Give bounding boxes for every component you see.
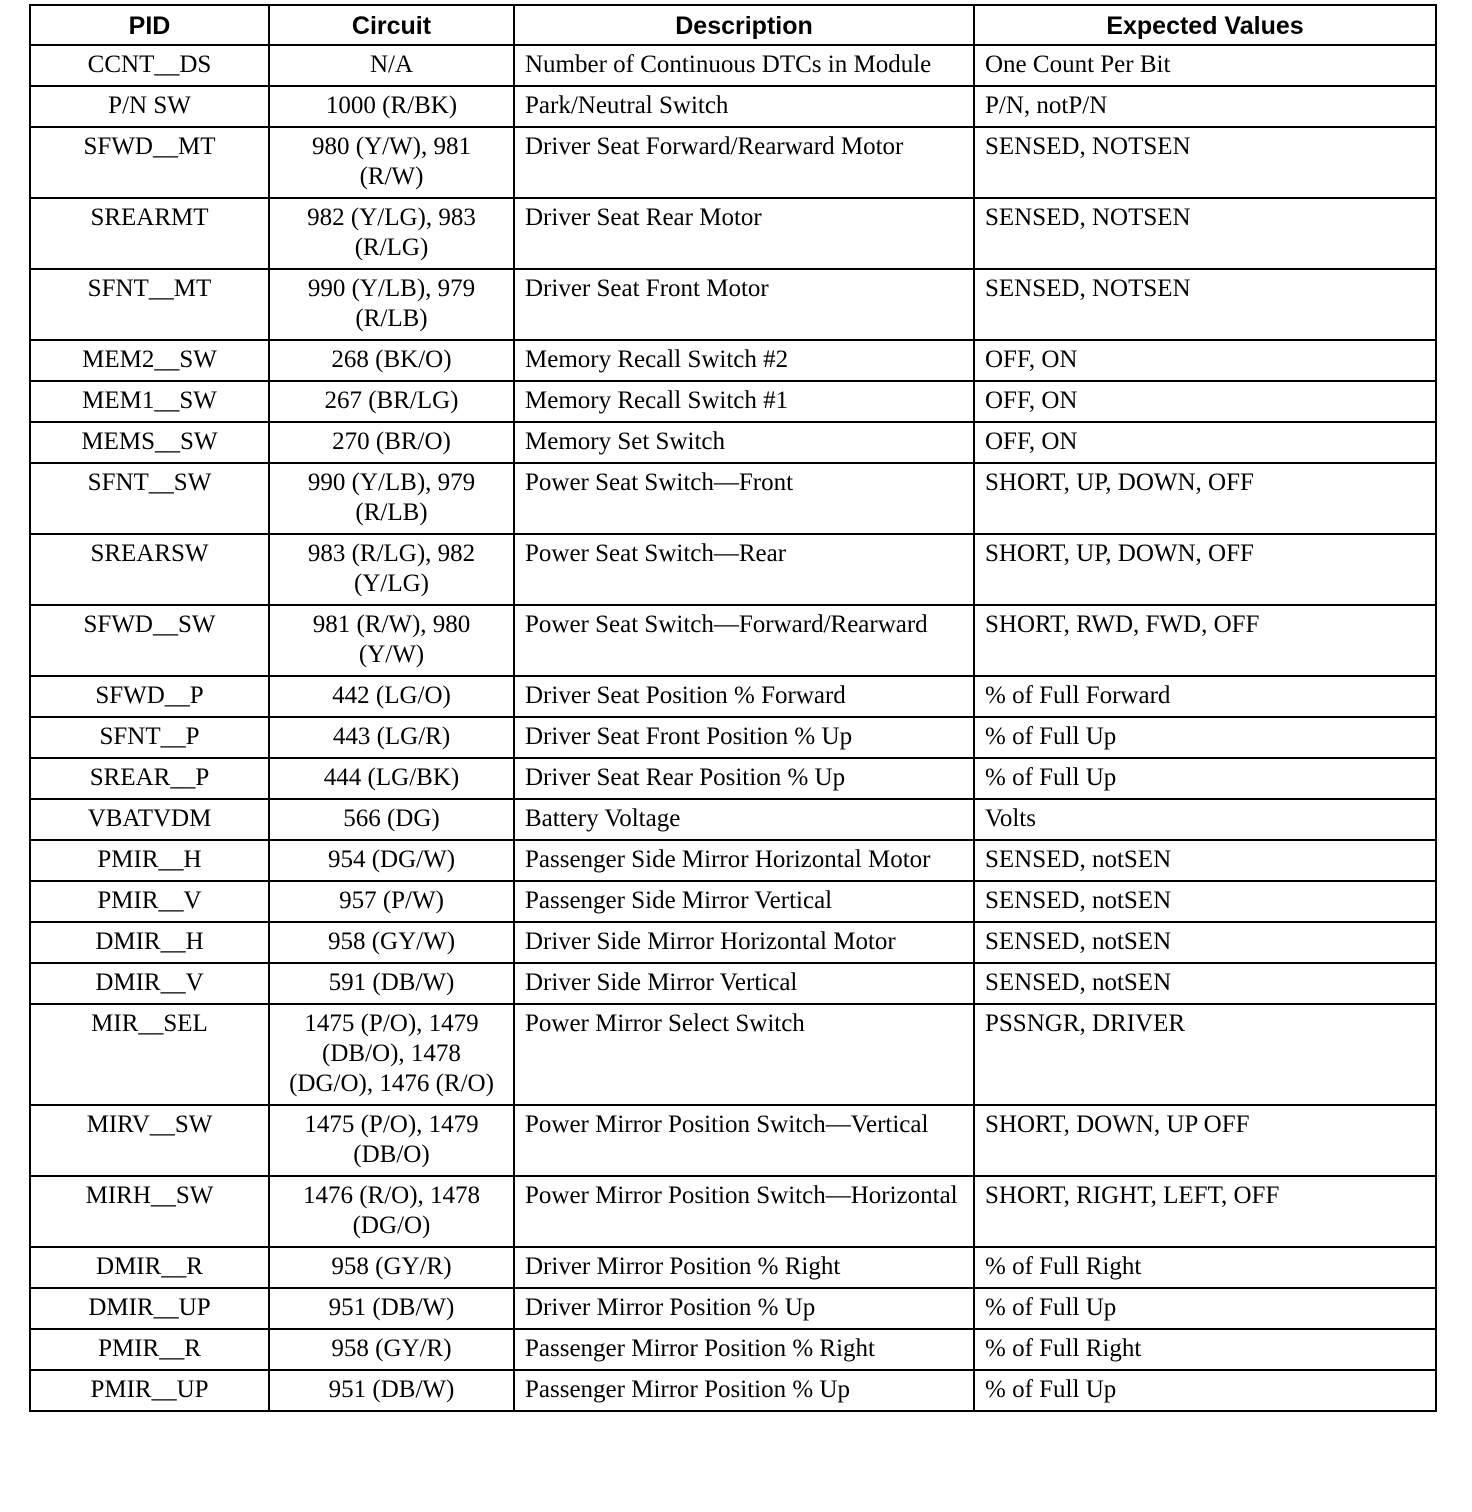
cell-exp: SHORT, UP, DOWN, OFF [974, 463, 1436, 534]
cell-circuit: 990 (Y/LB), 979 (R/LB) [269, 463, 514, 534]
cell-exp: SHORT, UP, DOWN, OFF [974, 534, 1436, 605]
table-row [30, 676, 1436, 717]
header-description: Description [514, 5, 974, 45]
cell-pid: SFWD__P [30, 676, 269, 717]
table-row [30, 127, 1436, 198]
cell-pid: MEMS__SW [30, 422, 269, 463]
header-pid: PID [30, 5, 269, 45]
cell-pid: MIR__SEL [30, 1004, 269, 1105]
cell-desc: Passenger Mirror Position % Up [514, 1370, 974, 1411]
cell-desc: Driver Seat Rear Position % Up [514, 758, 974, 799]
cell-circuit: 267 (BR/LG) [269, 381, 514, 422]
table-row [30, 1247, 1436, 1288]
cell-pid: SREAR__P [30, 758, 269, 799]
cell-pid: PMIR__H [30, 840, 269, 881]
table-row [30, 1105, 1436, 1176]
table-header [30, 5, 1436, 45]
table-row [30, 1004, 1436, 1105]
cell-pid: SFWD__MT [30, 127, 269, 198]
cell-circuit: 566 (DG) [269, 799, 514, 840]
cell-circuit: 957 (P/W) [269, 881, 514, 922]
cell-desc: Power Seat Switch—Forward/Rearward [514, 605, 974, 676]
cell-pid: DMIR__V [30, 963, 269, 1004]
header-row [30, 5, 1436, 45]
cell-exp: SHORT, DOWN, UP OFF [974, 1105, 1436, 1176]
cell-exp: SENSED, notSEN [974, 922, 1436, 963]
table-row [30, 605, 1436, 676]
cell-exp: % of Full Right [974, 1247, 1436, 1288]
cell-exp: % of Full Up [974, 1288, 1436, 1329]
table-row [30, 198, 1436, 269]
cell-desc: Driver Seat Front Position % Up [514, 717, 974, 758]
cell-desc: Passenger Side Mirror Horizontal Motor [514, 840, 974, 881]
cell-exp: % of Full Right [974, 1329, 1436, 1370]
table-row [30, 881, 1436, 922]
table-row [30, 86, 1436, 127]
cell-circuit: 958 (GY/R) [269, 1247, 514, 1288]
cell-desc: Driver Seat Front Motor [514, 269, 974, 340]
table-row [30, 381, 1436, 422]
cell-exp: SENSED, NOTSEN [974, 269, 1436, 340]
cell-pid: SFNT__MT [30, 269, 269, 340]
cell-pid: DMIR__R [30, 1247, 269, 1288]
table-row [30, 963, 1436, 1004]
cell-desc: Power Seat Switch—Rear [514, 534, 974, 605]
table-row [30, 269, 1436, 340]
cell-pid: PMIR__V [30, 881, 269, 922]
cell-pid: DMIR__UP [30, 1288, 269, 1329]
cell-pid: SFNT__P [30, 717, 269, 758]
cell-desc: Battery Voltage [514, 799, 974, 840]
cell-circuit: 981 (R/W), 980 (Y/W) [269, 605, 514, 676]
cell-exp: PSSNGR, DRIVER [974, 1004, 1436, 1105]
cell-pid: MEM1__SW [30, 381, 269, 422]
table-row [30, 1329, 1436, 1370]
cell-exp: SHORT, RIGHT, LEFT, OFF [974, 1176, 1436, 1247]
table-row [30, 422, 1436, 463]
cell-circuit: 982 (Y/LG), 983 (R/LG) [269, 198, 514, 269]
table-row [30, 1370, 1436, 1411]
cell-pid: MIRH__SW [30, 1176, 269, 1247]
cell-pid: P/N SW [30, 86, 269, 127]
cell-exp: SENSED, notSEN [974, 963, 1436, 1004]
cell-pid: SREARSW [30, 534, 269, 605]
cell-desc: Driver Seat Forward/Rearward Motor [514, 127, 974, 198]
cell-pid: CCNT__DS [30, 45, 269, 86]
cell-desc: Number of Continuous DTCs in Module [514, 45, 974, 86]
cell-exp: % of Full Up [974, 717, 1436, 758]
table-row [30, 1176, 1436, 1247]
cell-desc: Passenger Side Mirror Vertical [514, 881, 974, 922]
cell-desc: Power Mirror Position Switch—Vertical [514, 1105, 974, 1176]
cell-circuit: 1000 (R/BK) [269, 86, 514, 127]
table-row [30, 840, 1436, 881]
cell-circuit: 591 (DB/W) [269, 963, 514, 1004]
header-expected-values: Expected Values [974, 5, 1436, 45]
cell-pid: SFWD__SW [30, 605, 269, 676]
cell-exp: SENSED, NOTSEN [974, 198, 1436, 269]
cell-exp: OFF, ON [974, 422, 1436, 463]
table-body [30, 45, 1436, 1411]
cell-circuit: 443 (LG/R) [269, 717, 514, 758]
cell-desc: Passenger Mirror Position % Right [514, 1329, 974, 1370]
cell-exp: % of Full Up [974, 758, 1436, 799]
cell-desc: Driver Seat Rear Motor [514, 198, 974, 269]
cell-circuit: 270 (BR/O) [269, 422, 514, 463]
cell-circuit: 951 (DB/W) [269, 1370, 514, 1411]
table-row [30, 340, 1436, 381]
table-row [30, 758, 1436, 799]
cell-pid: MIRV__SW [30, 1105, 269, 1176]
table-row [30, 45, 1436, 86]
cell-circuit: 1475 (P/O), 1479 (DB/O), 1478 (DG/O), 1476 (R/O) [269, 1004, 514, 1105]
cell-desc: Memory Recall Switch #1 [514, 381, 974, 422]
cell-circuit: 958 (GY/W) [269, 922, 514, 963]
cell-pid: PMIR__R [30, 1329, 269, 1370]
cell-exp: % of Full Up [974, 1370, 1436, 1411]
cell-exp: SENSED, notSEN [974, 881, 1436, 922]
cell-exp: Volts [974, 799, 1436, 840]
table-row [30, 922, 1436, 963]
cell-circuit: 1475 (P/O), 1479 (DB/O) [269, 1105, 514, 1176]
cell-circuit: 958 (GY/R) [269, 1329, 514, 1370]
cell-desc: Power Mirror Position Switch—Horizontal [514, 1176, 974, 1247]
cell-exp: SENSED, notSEN [974, 840, 1436, 881]
cell-pid: VBATVDM [30, 799, 269, 840]
cell-desc: Memory Set Switch [514, 422, 974, 463]
cell-exp: P/N, notP/N [974, 86, 1436, 127]
table-row [30, 717, 1436, 758]
pid-table [29, 4, 1437, 1412]
cell-pid: DMIR__H [30, 922, 269, 963]
cell-exp: One Count Per Bit [974, 45, 1436, 86]
cell-pid: PMIR__UP [30, 1370, 269, 1411]
cell-exp: OFF, ON [974, 381, 1436, 422]
table-row [30, 463, 1436, 534]
cell-circuit: 951 (DB/W) [269, 1288, 514, 1329]
cell-circuit: 954 (DG/W) [269, 840, 514, 881]
table-row [30, 534, 1436, 605]
cell-pid: SREARMT [30, 198, 269, 269]
header-circuit: Circuit [269, 5, 514, 45]
cell-desc: Memory Recall Switch #2 [514, 340, 974, 381]
cell-desc: Driver Mirror Position % Up [514, 1288, 974, 1329]
cell-exp: % of Full Forward [974, 676, 1436, 717]
cell-circuit: 268 (BK/O) [269, 340, 514, 381]
cell-exp: SENSED, NOTSEN [974, 127, 1436, 198]
cell-circuit: 1476 (R/O), 1478 (DG/O) [269, 1176, 514, 1247]
cell-exp: SHORT, RWD, FWD, OFF [974, 605, 1436, 676]
cell-desc: Driver Seat Position % Forward [514, 676, 974, 717]
cell-desc: Driver Side Mirror Horizontal Motor [514, 922, 974, 963]
cell-desc: Power Seat Switch—Front [514, 463, 974, 534]
cell-pid: SFNT__SW [30, 463, 269, 534]
cell-exp: OFF, ON [974, 340, 1436, 381]
table-row [30, 1288, 1436, 1329]
cell-circuit: 980 (Y/W), 981 (R/W) [269, 127, 514, 198]
cell-pid: MEM2__SW [30, 340, 269, 381]
cell-desc: Power Mirror Select Switch [514, 1004, 974, 1105]
cell-desc: Driver Mirror Position % Right [514, 1247, 974, 1288]
table-row [30, 799, 1436, 840]
cell-circuit: 444 (LG/BK) [269, 758, 514, 799]
cell-circuit: 442 (LG/O) [269, 676, 514, 717]
cell-circuit: 983 (R/LG), 982 (Y/LG) [269, 534, 514, 605]
cell-desc: Park/Neutral Switch [514, 86, 974, 127]
cell-circuit: N/A [269, 45, 514, 86]
cell-desc: Driver Side Mirror Vertical [514, 963, 974, 1004]
cell-circuit: 990 (Y/LB), 979 (R/LB) [269, 269, 514, 340]
